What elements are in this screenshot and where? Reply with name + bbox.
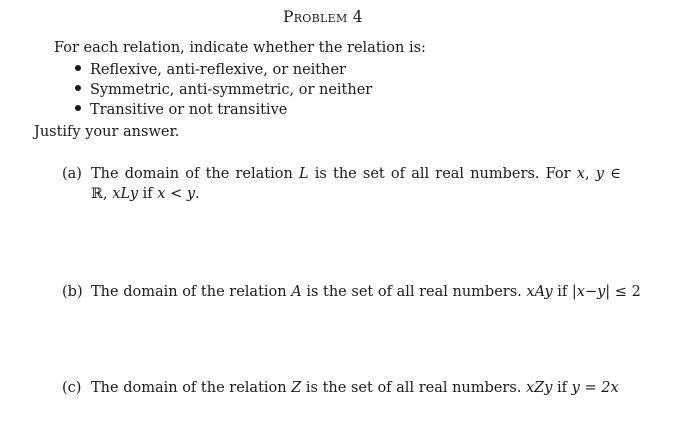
- word: relation: [235, 166, 293, 182]
- word: domain: [124, 166, 180, 182]
- problem-title: Problem 4: [283, 8, 363, 26]
- word: L: [298, 166, 309, 182]
- part-b-text: The domain of the relation A is the set of all real numbers. xAy if |x−y| ≤ 2: [91, 284, 641, 300]
- word: of: [390, 166, 406, 182]
- word: all: [411, 166, 430, 182]
- word: numbers.: [470, 166, 540, 182]
- word: ∈: [610, 166, 621, 182]
- bullet-label: Symmetric, anti-symmetric, or neither: [90, 82, 373, 98]
- part-c-text: The domain of the relation Z is the set of all real numbers. xZy if y = 2x: [91, 380, 619, 396]
- word: of: [185, 166, 200, 182]
- word: set: [362, 166, 385, 182]
- part-b-label: (b): [62, 284, 83, 300]
- bullet-label: Transitive or not transitive: [90, 102, 288, 118]
- part-c-label: (c): [62, 380, 82, 396]
- bullet-dot-icon: [75, 105, 81, 111]
- word: real: [435, 166, 465, 182]
- word: the: [205, 166, 230, 182]
- bullet-item-reflexive: [75, 60, 346, 80]
- part-a-text-line1: [91, 164, 621, 184]
- bullet-item-symmetric: [75, 80, 372, 100]
- bullet-dot-icon: [75, 65, 81, 71]
- word: x,: [576, 166, 590, 182]
- part-a-text-line2: ℝ, xLy if x < y.: [91, 186, 200, 202]
- justify-instruction: Justify your answer.: [34, 124, 180, 140]
- word: The: [91, 166, 119, 182]
- word: y: [595, 166, 604, 182]
- bullet-item-transitive: [75, 100, 287, 120]
- bullet-dot-icon: [75, 85, 81, 91]
- part-a-label: (a): [62, 166, 82, 182]
- word: For: [545, 166, 571, 182]
- word: is: [314, 166, 327, 182]
- intro-text: For each relation, indicate whether the relation is:: [54, 40, 426, 56]
- bullet-label: Reflexive, anti-reflexive, or neither: [90, 62, 346, 78]
- word: the: [333, 166, 357, 182]
